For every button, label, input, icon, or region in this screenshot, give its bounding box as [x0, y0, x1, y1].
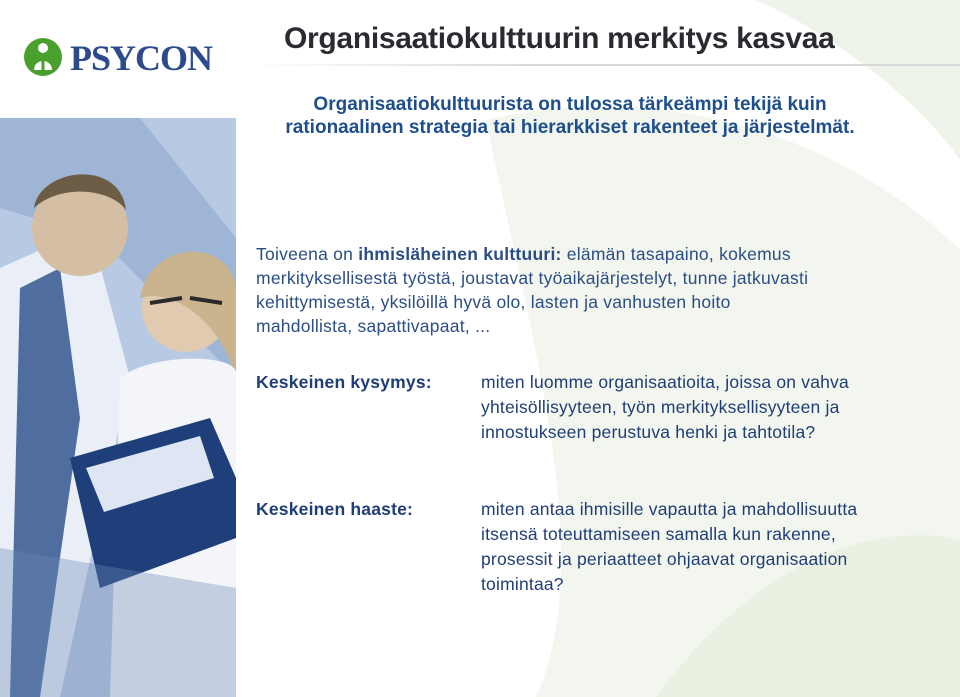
logo-wordmark: PSYCON	[70, 38, 213, 78]
intro-line-3: kehittymisestä, yksilöillä hyvä olo, lasten ja vanhusten hoito	[256, 292, 731, 312]
key-challenge-label: Keskeinen haaste:	[256, 499, 414, 519]
key-question-label: Keskeinen kysymys:	[256, 372, 432, 392]
key-challenge-line: miten antaa ihmisille vapautta ja mahdollisuutta	[481, 499, 858, 519]
intro-emphasis: ihmisläheinen kulttuuri:	[358, 244, 562, 264]
intro-rest: elämän tasapaino, kokemus	[561, 244, 791, 264]
title-divider	[248, 64, 960, 66]
psycon-logo	[22, 36, 222, 80]
key-question-line: yhteisöllisyyteen, työn merkityksellisyyteen ja	[481, 397, 840, 417]
intro-line-1	[256, 242, 916, 266]
key-question-text	[481, 370, 931, 445]
key-challenge-line: toimintaa?	[481, 574, 564, 594]
intro-line-2: merkityksellisestä työstä, joustavat työaikajärjestelyt, tunne jatkuvasti	[256, 268, 809, 288]
key-question-line: miten luomme organisaatioita, joissa on vahva	[481, 372, 849, 392]
subtitle-line: Organisaatiokulttuurista on tulossa tärkeämpi tekijä kuin	[313, 94, 827, 115]
slide-subtitle	[250, 93, 890, 139]
intro-line-4: mahdollista, sapattivapaat, ...	[256, 316, 491, 336]
office-people-photo	[0, 118, 236, 697]
key-question-line: innostukseen perustuva henki ja tahtotila?	[481, 422, 816, 442]
key-challenge-text	[481, 497, 931, 597]
intro-prefix: Toiveena on	[256, 244, 359, 264]
key-challenge-line: itsensä toteuttamiseen samalla kun rakenne,	[481, 524, 836, 544]
psycon-person-mark-icon	[22, 36, 64, 78]
slide-title: Organisaatiokulttuurin merkitys kasvaa	[284, 22, 835, 55]
key-challenge-line: prosessit ja periaatteet ohjaavat organisaation	[481, 549, 848, 569]
intro-paragraph	[256, 242, 916, 338]
subtitle-line: rationaalinen strategia tai hierarkkiset rakenteet ja järjestelmät.	[285, 117, 855, 138]
